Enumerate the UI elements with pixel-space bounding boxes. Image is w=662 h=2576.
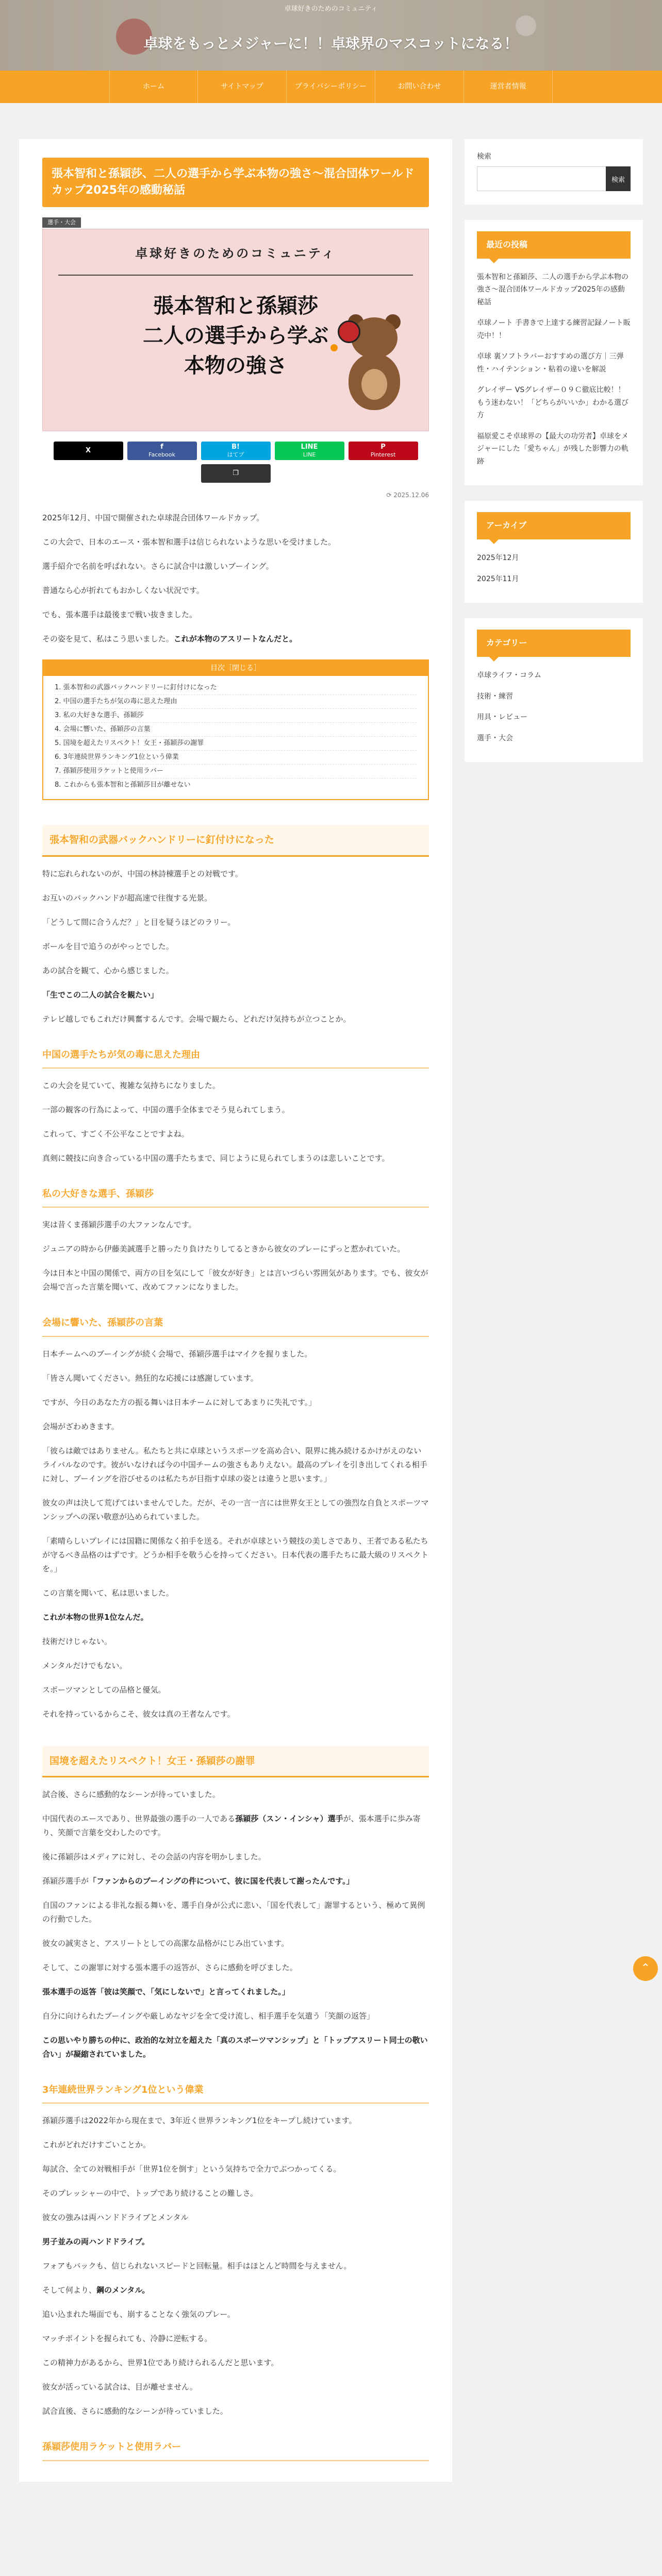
- eyecatch-top-text: 卓球好きのためのコミュニティ: [135, 246, 336, 261]
- eyecatch-body-text: 張本智和と孫穎莎 二人の選手から学ぶ 本物の強さ: [143, 294, 328, 378]
- facebook-icon: f: [160, 443, 163, 451]
- toc-item[interactable]: 6. 3年連続世界ランキング1位という偉業: [55, 751, 417, 765]
- post-date: ⟳ 2025.12.06: [386, 491, 429, 499]
- sidebar-link[interactable]: 卓球ノート 手書きで上達する練習記録ノート販売中！！: [477, 319, 631, 340]
- sidebar-link[interactable]: 卓球 裏ソフトラバーおすすめの選び方｜三弾性・ハイテンション・粘着の違いを解説: [477, 352, 624, 374]
- global-nav: [0, 71, 662, 103]
- back-to-top-button[interactable]: ⌃: [633, 1956, 658, 1981]
- sidebar-link[interactable]: 福原愛こそ卓球界の【最大の功労者】卓球をメジャーにした「愛ちゃん」が残した影響力の軌跡: [477, 432, 628, 466]
- site-tagline: 卓球好きのためのコミュニティ: [284, 5, 378, 13]
- sidebar-link[interactable]: グレイザー VSグレイザー０９Ｃ徹底比較！！もう迷わない！「どちらがいいか」わかる選び方: [477, 386, 628, 420]
- toc-item[interactable]: 8. これからも張本智和と孫穎莎目が離せない: [55, 781, 191, 789]
- widget-title: アーカイブ: [477, 512, 631, 539]
- toc-item[interactable]: 4. 会場に響いた、孫穎莎の言葉: [55, 723, 417, 737]
- share-button-x[interactable]: [54, 442, 123, 460]
- site-header: [0, 0, 662, 71]
- section-heading: 私の大好きな選手、孫穎莎: [42, 1186, 429, 1208]
- archive-list: [477, 548, 631, 589]
- toc-item[interactable]: 7. 孫穎莎使用ラケットと使用ラバー: [55, 765, 417, 778]
- share-button-facebook[interactable]: [127, 442, 197, 460]
- toc-toggle[interactable]: 目次［閉じる］: [43, 660, 428, 676]
- sidebar-link[interactable]: 卓球ライフ・コラム: [477, 671, 542, 680]
- bear-mascot-illustration: [341, 317, 408, 415]
- toc-item[interactable]: 5. 国境を超えたリスペクト！女王・孫穎莎の謝罪: [55, 737, 417, 751]
- section-heading: 3年連続世界ランキング1位という偉業: [42, 2082, 429, 2104]
- nav-contact[interactable]: お問い合わせ: [375, 71, 464, 103]
- search-input[interactable]: [477, 166, 606, 191]
- x-icon: X: [85, 446, 91, 454]
- article-title: 張本智和と孫穎莎、二人の選手から学ぶ本物の強さ～混合団体ワールドカップ2025年の感動秘話: [42, 158, 429, 207]
- search-button[interactable]: 検索: [606, 166, 631, 191]
- share-label: はてブ: [227, 451, 244, 458]
- section-heading: 国境を超えたリスペクト！女王・孫穎莎の謝罪: [42, 1746, 429, 1777]
- archive-widget: [465, 501, 643, 603]
- search-label: 検索: [477, 152, 491, 161]
- pinterest-icon: P: [380, 443, 386, 451]
- sidebar-link[interactable]: 技術・練習: [477, 692, 513, 701]
- toc-list: [43, 676, 428, 799]
- section-heading: 張本智和の武器バックハンドリーに釘付けになった: [42, 825, 429, 856]
- share-button-copy[interactable]: [201, 464, 271, 483]
- section-heading: 孫穎莎使用ラケットと使用ラバー: [42, 2439, 429, 2461]
- main-content: [19, 139, 452, 2482]
- paragraph: 2025年12月、中国で開催された卓球混合団体ワールドカップ。: [42, 513, 264, 523]
- category-label[interactable]: 選手・大会: [42, 217, 81, 228]
- sidebar-link[interactable]: 選手・大会: [477, 734, 513, 742]
- widget-title: カテゴリー: [477, 630, 631, 657]
- toc-item[interactable]: 1. 張本智和の武器バックハンドリーに釘付けになった: [55, 681, 417, 695]
- category-widget: [465, 618, 643, 762]
- hatena-icon: B!: [231, 443, 240, 451]
- line-icon: LINE: [301, 443, 318, 451]
- toc-item[interactable]: 3. 私の大好きな選手、孫穎莎: [55, 709, 417, 723]
- paragraph: 普通なら心が折れてもおかしくない状況です。: [42, 586, 204, 596]
- recent-posts-widget: [465, 220, 643, 485]
- nav-home[interactable]: ホーム: [109, 71, 198, 103]
- table-of-contents: [42, 659, 429, 800]
- share-button-pinterest[interactable]: [349, 442, 418, 460]
- copy-icon: ❐: [233, 469, 239, 477]
- nav-privacy[interactable]: プライバシーポリシー: [287, 71, 375, 103]
- paragraph: この大会で、日本のエース・張本智和選手は信じられないような思いを受けました。: [42, 537, 336, 547]
- nav-about[interactable]: 運営者情報: [464, 71, 553, 103]
- sidebar-link[interactable]: 2025年12月: [477, 554, 519, 563]
- section-heading: 会場に響いた、孫穎莎の言葉: [42, 1315, 429, 1336]
- share-label: LINE: [303, 451, 316, 458]
- sidebar: [465, 139, 643, 2482]
- category-list: [477, 665, 631, 749]
- share-buttons: [42, 442, 429, 483]
- search-widget: [465, 139, 643, 205]
- section-heading: 中国の選手たちが気の毒に思えた理由: [42, 1047, 429, 1069]
- paragraph: その姿を見て、私はこう思いました。これが本物のアスリートなんだと。: [42, 634, 297, 644]
- site-title[interactable]: 卓球をもっとメジャーに！！卓球界のマスコットになる！: [143, 35, 519, 52]
- sidebar-link[interactable]: 張本智和と孫穎莎、二人の選手から学ぶ本物の強さ～混合団体ワールドカップ2025年の感動秘話: [477, 273, 628, 307]
- eyecatch-image: [42, 229, 429, 431]
- paragraph: 選手紹介で名前を呼ばれない。さらに試合中は激しいブーイング。: [42, 562, 274, 571]
- share-label: Pinterest: [370, 451, 396, 458]
- share-label: Facebook: [148, 451, 175, 458]
- paragraph: でも、張本選手は最後まで戦い抜きました。: [42, 610, 197, 620]
- share-button-line[interactable]: [275, 442, 344, 460]
- toc-item[interactable]: 2. 中国の選手たちが気の毒に思えた理由: [55, 695, 417, 709]
- sidebar-link[interactable]: 2025年11月: [477, 574, 519, 583]
- article-body: 2025年12月、中国で開催された卓球混合団体ワールドカップ。 この大会で、日本のエース・張本智和選手は信じられないような思いを受けました。 選手紹介で名前を呼ばれない。さらに試合中は激しいブーイング。 普通なら心が折れてもおかしくない状況です。 でも、張本選手は最後まで戦い抜きました。 その姿を見て、私はこう思いました。これが本物のアスリートなんだと。 目次［閉じる］ 1. 張本智和の武器バックハンドリーに釘付けになった 2. 中国の選手たちが気の毒に思えた理由 3. 私の大好きな選手、孫穎莎 4. 会場に響いた、孫穎莎の言葉 5. 国境を超えたリスペクト！女王・孫穎莎の謝罪 6. 3年連続世界ランキング1位という偉業 7. 孫穎莎使用ラケットと使用ラバー 8. これからも張本智和と孫穎莎目が離せない 張本智和の武器バックハンドリーに釘付けになった 特に忘れられないのが、中国の林詩棟選手との対戦です。 お互いのバックハンドが超高速で往復する光景。 「どうして間に合うんだ？」と目を疑うほどのラリー。 ボールを目で追うのがやっとでした。 あの試合を観て、心から感じました。 「生でこの二人の試合を観たい」 テレビ越しでもこれだけ興奮するんです。会場で観たら、どれだけ気持ちが立つことか。 中国の選手たちが気の毒に思えた理由 この大会を見ていて、複雑な気持ちになりました。 一部の観客の行為によって、中国の選手全体までそう見られてしまう。 これって、すごく不公平なことですよね。 真剣に競技に向き合っている中国の選手たちまで、同じように見られてしまうのは悲しいことです。 私の大好きな選手、孫穎莎 実は昔くま孫穎莎選手の大ファンなんです。 ジュニアの時から伊藤美誠選手と勝ったり負けたりしてるときから彼女のプレーにずっと惹かれていた。 今は日本と中国の関係で、両方の目を気にして「彼女が好き」とは言いづらい雰囲気があります。でも、彼女が会場で言った言葉を聞いて、改めてファンになりました。 会場に響いた、孫穎莎の言葉 日本チームへのブーイングが続く会場で、孫穎莎選手はマイクを握りました。 「皆さん聞いてください。熱狂的な応援には感謝しています。 ですが、今日のあなた方の振る舞いは日本チームに対してあまりに失礼です。」 会場がざわめきます。 「彼らは敵ではありません。私たちと共に卓球というスポーツを高め合い、限界に挑み続けるかけがえのないライバルなのです。彼がいなければ今の中国チームの強さもありえない。最高のプレイを引き出してくれる相手に対し、ブーイングを浴びせるのは私たちが目指す卓球の姿とは違うと思います。」 彼女の声は決して荒げてはいませんでした。だが、その一言一言には世界女王としての強烈な自負とスポーツマンシップへの深い敬意が込められていました。 「素晴らしいプレイには国籍に関係なく拍手を送る。それが卓球という競技の美しさであり、王者である私たちが守るべき品格のはずです。どうか相手を敬う心を持ってください。日本代表の選手たちに最大級のリスペクトを。」 この言葉を聞いて、私は思いました。 これが本物の世界1位なんだ。 技術だけじゃない。 メンタルだけでもない。 スポーツマンとしての品格と優気。 それを持っているからこそ、彼女は真の王者なんです。 国境を超えたリスペクト！女王・孫穎莎の謝罪 試合後、さらに感動的なシーンが待っていました。 中国代表のエースであり、世界最強の選手の一人である孫穎莎（スン・インシャ）選手が、張本選手に歩み寄り、笑顔で言葉を交わしたのです。 後に孫穎莎はメディアに対し、その会話の内容を明かしました。 孫穎莎選手が「ファンからのブーイングの件について、彼に国を代表して謝ったんです。」 自国のファンによる非礼な振る舞いを、選手自身が公式に悲い、「国を代表して」謝罪するという、極めて異例の行動でした。 彼女の誠実さと、アスリートとしての高潔な品格がにじみ出ています。 そして、この謝罪に対する張本選手の返答が、さらに感動を呼びました。 張本選手の返答「彼は笑顔で、「気にしないで」と言ってくれました。」 自分に向けられたブーイングや厳しめなヤジを全て受け流し、相手選手を気遣う「笑顔の返答」 この思いやり勝ちの仲に、政治的な対立を超えた「真のスポーツマンシップ」と「トップアスリート同士の敬い合い」が凝縮されていました。 3年連続世界ランキング1位という偉業 孫穎莎選手は2022年から現在まで、3年近く世界ランキング1位をキープし続けています。 これがどれだけすごいことか。 毎試合、全ての対戦相手が「世界1位を倒す」という気持ちで全力でぶつかってくる。 そのプレッシャーの中で、トップであり続けることの難しさ。 彼女の強みは両ハンドドライブとメンタル 男子並みの両ハンドドライブ。 フォアもバックも、信じられないスピードと回転量。相手はほとんど時間を与えません。 そして何より、鋼のメンタル。 追い込まれた場面でも、崩することなく強気のプレー。 マッチポイントを握られても、冷静に逆転する。 この精神力があるから、世界1位であり続けられるんだと思います。 彼女が活っている試合は、目が離せません。 試合直後、さらに感動的なシーンが待っていました。 孫穎莎使用ラケットと使用ラバー: [42, 511, 429, 2461]
- recent-posts-list: [477, 267, 631, 472]
- share-button-hatena[interactable]: [201, 442, 271, 460]
- sidebar-link[interactable]: 用具・レビュー: [477, 713, 527, 722]
- widget-title: 最近の投稿: [477, 231, 631, 259]
- nav-sitemap[interactable]: サイトマップ: [198, 71, 287, 103]
